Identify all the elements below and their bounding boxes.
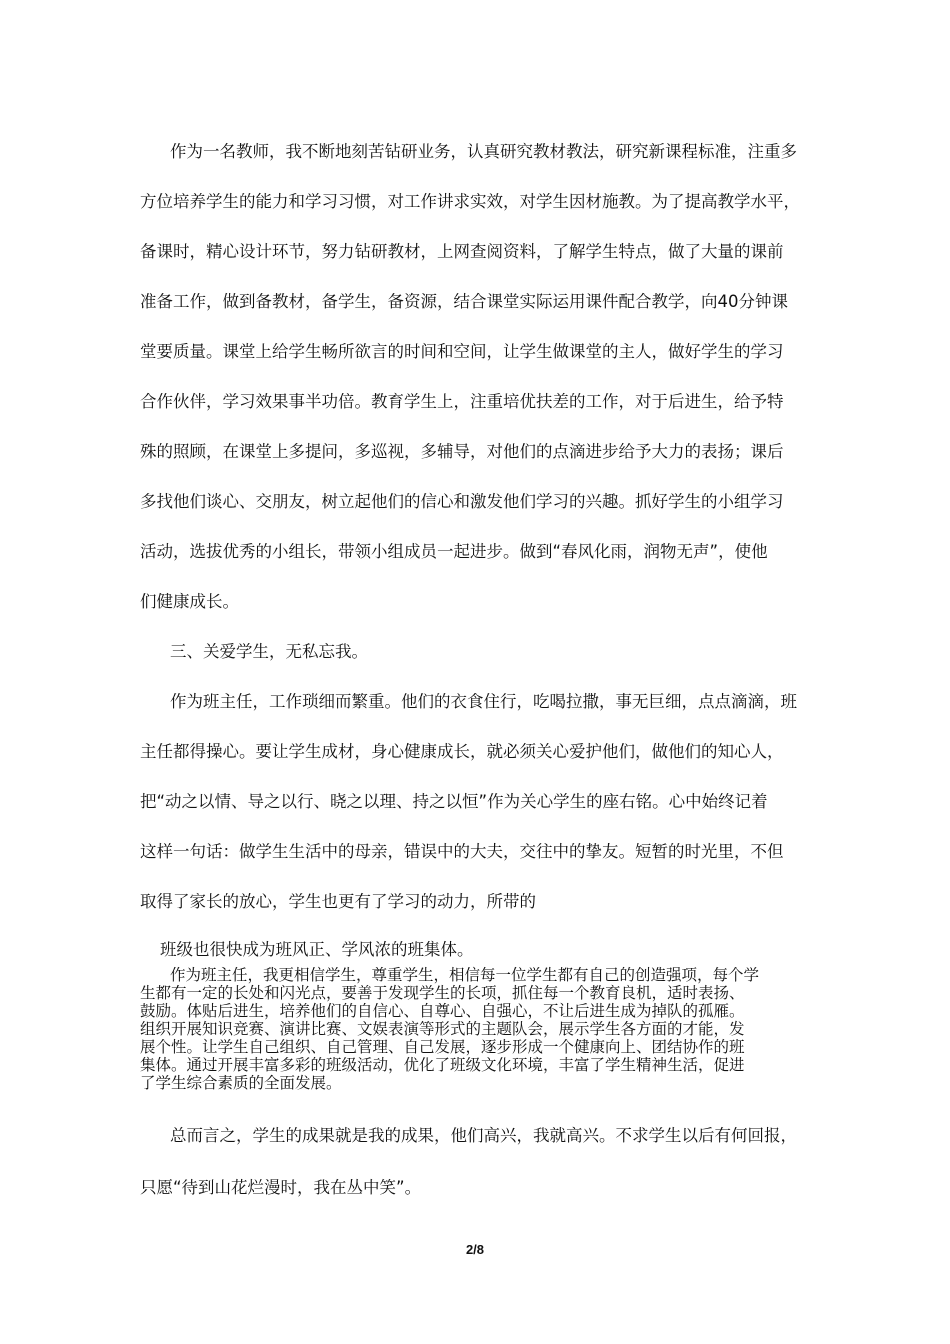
paragraph-1-line-6: 合作伙伴，学习效果事半功倍。教育学生上，注重培优扶差的工作，对于后进生，给予特 xyxy=(140,392,784,411)
paragraph-4-line-7: 了学生综合素质的全面发展。 xyxy=(140,1074,342,1092)
paragraph-1-line-1: 作为一名教师，我不断地刻苦钻研业务，认真研究教材教法，研究新课程标准，注重多 xyxy=(170,142,797,161)
paragraph-2-line-5: 取得了家长的放心，学生也更有了学习的动力，所带的 xyxy=(140,892,536,911)
page-number: 2/8 xyxy=(465,1242,485,1257)
paragraph-1-line-7: 殊的照顾，在课堂上多提问，多巡视，多辅导，对他们的点滴进步给予大力的表扬；课后 xyxy=(140,442,784,461)
section-heading: 三、关爱学生，无私忘我。 xyxy=(170,642,368,661)
paragraph-1-line-10: 们健康成长。 xyxy=(140,592,239,611)
paragraph-2-line-4: 这样一句话：做学生生活中的母亲，错误中的大夫，交往中的挚友。短暂的时光里，不但 xyxy=(140,842,784,861)
paragraph-4-line-5: 展个性。让学生自己组织、自己管理、自己发展，逐步形成一个健康向上、团结协作的班 xyxy=(140,1038,745,1056)
paragraph-4-line-3: 鼓励。体贴后进生，培养他们的自信心、自尊心、自强心，不让后进生成为掉队的孤雁。 xyxy=(140,1002,745,1020)
paragraph-4-line-6: 集体。通过开展丰富多彩的班级活动，优化了班级文化环境，丰富了学生精神生活，促进 xyxy=(140,1056,745,1074)
paragraph-2-line-3: 把“动之以情、导之以行、晓之以理、持之以恒”作为关心学生的座右铭。心中始终记着 xyxy=(140,792,768,811)
paragraph-4-line-2: 生都有一定的长处和闪光点，要善于发现学生的长项，抓住每一个教育良机，适时表扬、 xyxy=(140,984,745,1002)
paragraph-1-line-4: 准备工作，做到备教材，备学生，备资源，结合课堂实际运用课件配合教学，向40分钟课 xyxy=(140,292,788,311)
paragraph-1-line-2: 方位培养学生的能力和学习习惯，对工作讲求实效，对学生因材施教。为了提高教学水平， xyxy=(140,192,800,211)
paragraph-1-line-9: 活动，选拔优秀的小组长，带领小组成员一起进步。做到“春风化雨，润物无声”，使他 xyxy=(140,542,768,561)
paragraph-1-line-8: 多找他们谈心、交朋友，树立起他们的信心和激发他们学习的兴趣。抓好学生的小组学习 xyxy=(140,492,784,511)
paragraph-1-line-3: 备课时，精心设计环节，努力钻研教材，上网查阅资料，了解学生特点，做了大量的课前 xyxy=(140,242,784,261)
paragraph-5-line-2: 只愿“待到山花烂漫时，我在丛中笑”。 xyxy=(140,1178,422,1197)
paragraph-4-line-1: 作为班主任，我更相信学生，尊重学生，相信每一位学生都有自己的创造强项，每个学 xyxy=(170,966,760,984)
paragraph-1-line-5: 堂要质量。课堂上给学生畅所欲言的时间和空间，让学生做课堂的主人，做好学生的学习 xyxy=(140,342,784,361)
paragraph-4-line-4: 组织开展知识竞赛、演讲比赛、文娱表演等形式的主题队会，展示学生各方面的才能，发 xyxy=(140,1020,745,1038)
paragraph-3: 班级也很快成为班风正、学风浓的班集体。 xyxy=(160,940,474,959)
paragraph-2-line-2: 主任都得操心。要让学生成材，身心健康成长，就必须关心爱护他们，做他们的知心人， xyxy=(140,742,784,761)
paragraph-5-line-1: 总而言之，学生的成果就是我的成果，他们高兴，我就高兴。不求学生以后有何回报， xyxy=(170,1126,797,1145)
paragraph-2-line-1: 作为班主任，工作琐细而繁重。他们的衣食住行，吃喝拉撒，事无巨细，点点滴滴，班 xyxy=(170,692,797,711)
